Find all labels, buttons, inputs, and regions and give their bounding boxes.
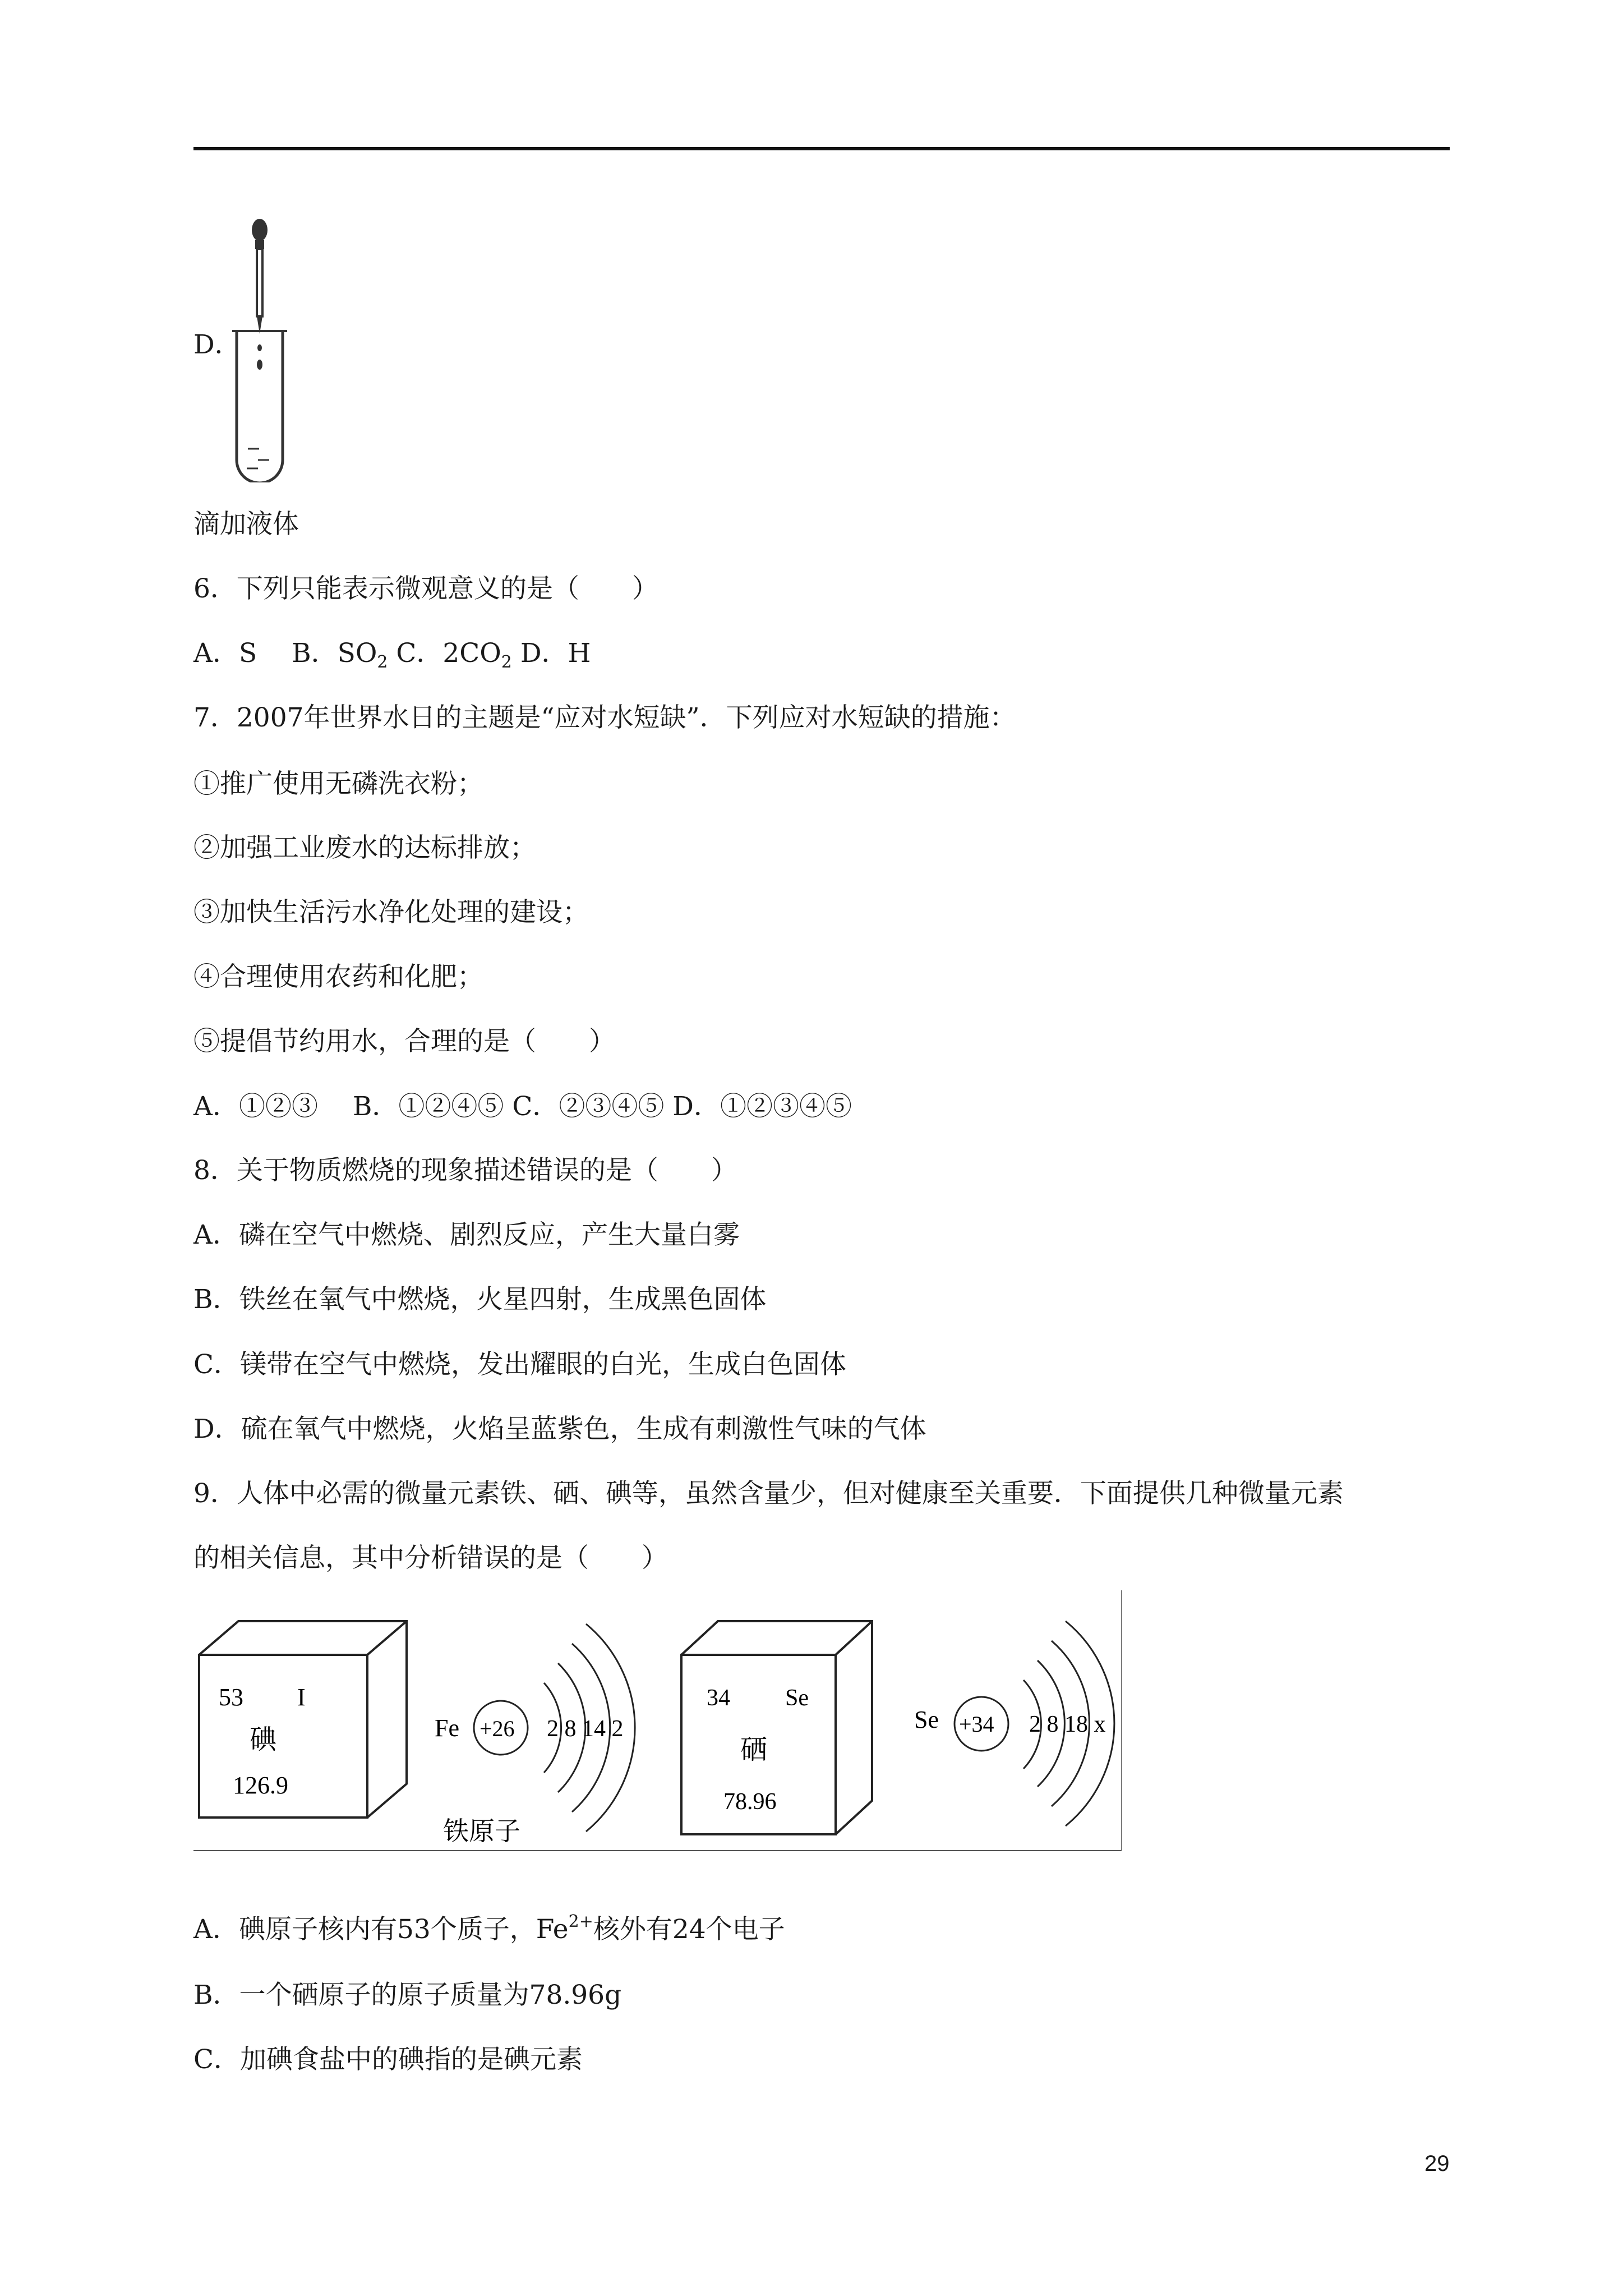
selenium-atom-nucleus: +34 bbox=[959, 1711, 994, 1737]
selenium-name: 硒 bbox=[740, 1735, 768, 1765]
q6-options bbox=[193, 637, 591, 670]
option-d-label: D． bbox=[193, 329, 241, 360]
q6-option-d: D．H bbox=[520, 638, 591, 669]
iron-nucleus: +26 bbox=[479, 1716, 515, 1741]
q7-item: ④合理使用农药和化肥； bbox=[193, 961, 483, 992]
q7-item: ⑤提倡节约用水，合理的是（ ） bbox=[193, 1026, 615, 1057]
q6-option-c: C．$2CO_2$ bbox=[396, 638, 512, 672]
iron-shells: 2 8 14 2 bbox=[547, 1716, 624, 1742]
q9-option-a: A．碘原子核内有53个质子，$Fe^{2+}$核外有24个电子 bbox=[193, 1912, 785, 1945]
q7-item: ③加快生活污水净化处理的建设； bbox=[193, 897, 589, 928]
figure-d-caption: 滴加液体 bbox=[193, 509, 299, 540]
q6-option-b: B．$SO_2$ bbox=[292, 638, 388, 672]
selenium-atom-symbol: Se bbox=[914, 1706, 939, 1733]
iodine-symbol: I bbox=[297, 1683, 306, 1711]
selenium-symbol: Se bbox=[785, 1685, 809, 1711]
q9-stem-line1: 9．人体中必需的微量元素铁、硒、碘等，虽然含量少，但对健康至关重要．下面提供几种微量元素 bbox=[193, 1478, 1344, 1509]
q8-option: A．磷在空气中燃烧、剧烈反应，产生大量白雾 bbox=[193, 1220, 740, 1250]
q7-stem: 7．2007年世界水日的主题是“应对水短缺”．下列应对水短缺的措施： bbox=[193, 702, 1016, 733]
q6-option-a: A．S bbox=[193, 638, 257, 669]
iodine-name: 碘 bbox=[250, 1725, 277, 1755]
iodine-card bbox=[199, 1621, 407, 1818]
selenium-number: 34 bbox=[707, 1685, 730, 1711]
q9-stem-line2: 的相关信息，其中分析错误的是（ ） bbox=[193, 1543, 668, 1573]
iodine-number: 53 bbox=[219, 1683, 243, 1711]
selenium-card bbox=[681, 1621, 872, 1834]
q8-option: C．镁带在空气中燃烧，发出耀眼的白光，生成白色固体 bbox=[193, 1349, 846, 1380]
q7-options: A．①②③ B．①②④⑤ C．②③④⑤ D．①②③④⑤ bbox=[193, 1091, 852, 1122]
q8-option: D．硫在氧气中燃烧，火焰呈蓝紫色，生成有刺激性气味的气体 bbox=[193, 1414, 926, 1444]
q7-item: ①推广使用无磷洗衣粉； bbox=[193, 769, 483, 799]
header-rule bbox=[193, 147, 1450, 150]
element-info-figure bbox=[193, 1590, 1122, 1851]
q7-item: ②加强工业废水的达标排放； bbox=[193, 832, 536, 863]
q8-stem: 8．关于物质燃烧的现象描述错误的是（ ） bbox=[193, 1155, 737, 1186]
q6-stem: 6．下列只能表示微观意义的是（ ） bbox=[193, 573, 658, 604]
iron-caption: 铁原子 bbox=[443, 1817, 520, 1846]
selenium-atom-shells: 2 8 18 x bbox=[1029, 1711, 1106, 1737]
iodine-mass: 126.9 bbox=[233, 1772, 288, 1799]
selenium-mass: 78.96 bbox=[723, 1789, 777, 1815]
iron-symbol: Fe bbox=[435, 1714, 459, 1742]
q9-option-b: B．一个硒原子的原子质量为78.96g bbox=[193, 1980, 622, 2010]
q8-option: B．铁丝在氧气中燃烧，火星四射，生成黑色固体 bbox=[193, 1284, 767, 1315]
page-number: 29 bbox=[1424, 2151, 1450, 2176]
q9-option-c: C．加碘食盐中的碘指的是碘元素 bbox=[193, 2044, 583, 2075]
